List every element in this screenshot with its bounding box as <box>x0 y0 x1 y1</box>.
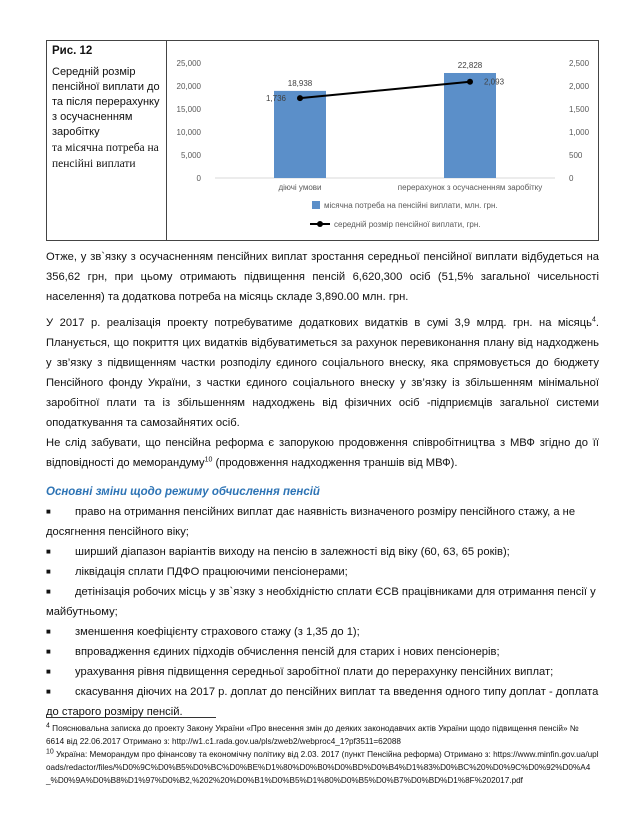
legend-bar-swatch <box>312 201 320 209</box>
change-item-text: право на отримання пенсійних виплат дає наявність визначеного розміру пенсійного стажу, а не досягнення пенсійного віку; <box>46 506 576 538</box>
bullet-icon: ■ <box>46 647 51 656</box>
change-item <box>46 682 599 722</box>
y-left-tick-label: 20,000 <box>176 82 201 91</box>
line-data-label: 2,093 <box>484 77 505 87</box>
bullet-icon: ■ <box>46 507 51 516</box>
y-right-tick-label: 0 <box>569 174 574 183</box>
change-item-text: ширший діапазон варіантів виходу на пенсію в залежності від віку (60, 63, 65 років); <box>75 546 510 558</box>
change-item-text: детінізація робочих місць у зв`язку з необхідністю сплати ЄСВ працівниками для отримання пенсії у майбутньому; <box>46 586 596 618</box>
change-item-text: урахування рівня підвищення середньої заробітної плати до перерахунку пенсійних виплат; <box>75 666 554 678</box>
y-left-tick-label: 10,000 <box>176 128 201 137</box>
bullet-icon: ■ <box>46 667 51 676</box>
figure-12 <box>46 40 599 241</box>
change-item <box>46 662 599 682</box>
footnote-ref-10[interactable]: 10 <box>204 456 213 464</box>
footnote-10-text: Україна: Меморандум про фінансову та економічну політику від 2.03. 2017 (пункт Пенсійна реформа) Отримано з: https://www.minfin.gov.ua/uploads/redactor/files/%D0%9C%D0%B5%D0%BC%D0%BE%D1%80%D0%B0%D0%BD%D0%B4%D1%83%D0%BC%20%D0%9C%D0%92%D0%A4_%D0%9A%D0%B8%D1%97%D0%B2,%202%20%D0%B1%D0%B5%D1%80%D0%B5%D0%B7%D0%BD%D1%8F%202017.pdf <box>46 750 599 785</box>
figure-caption-text: Середній розмір пенсійної виплати до та після перерахунку з осучасненням заробітку <box>52 66 160 138</box>
bar <box>274 91 326 178</box>
paragraph-2 <box>46 313 599 433</box>
bar-data-label: 18,938 <box>287 78 313 88</box>
change-item <box>46 542 599 562</box>
x-tick-label: діючі умови <box>278 183 322 192</box>
changes-list <box>46 502 599 722</box>
bar-data-label: 22,828 <box>457 60 483 70</box>
y-left-tick-label: 15,000 <box>176 105 201 114</box>
legend-line-label: середній розмір пенсійної виплати, грн. <box>334 220 481 229</box>
legend-bar-label: місячна потреба на пенсійні виплати, млн. грн. <box>324 201 498 210</box>
footnote-10-mark: 10 <box>46 748 54 756</box>
paragraph-2-rest: . Планується, що покриття цих видатків відбуватиметься за рахунок перевиконання плану від надходжень у зв’язку з підвищенням частки розподілу єдиного соціального внеску, яка спрямовується до бюджету Пенсійного фонду України, з частки єдиного соціального внеску у зв’язку із збільшенням мінімальної заробітної плати та із збільшенням надходжень від фізичних осіб -підприємців загальної системи оподаткування та самозайнятих осіб. <box>46 317 599 429</box>
footnotes <box>46 722 599 787</box>
change-item-text: скасування діючих на 2017 р. доплат до пенсійних виплат та введення одного типу доплат - доплата до старого розміру пенсій. <box>46 686 599 718</box>
paragraph-3-text: Не слід забувати, що пенсійна реформа є запорукою продовження співробітництва з МВФ згідно до її відповідності до меморандуму <box>46 437 599 469</box>
x-tick-label: перерахунок з осучасненням заробітку <box>397 183 543 192</box>
paragraph-2-text: У 2017 р. реалізація проекту потребуватиме додаткових видатків в сумі 3,9 млрд. грн. на місяць <box>46 317 592 329</box>
footnote-ref-4[interactable]: 4 <box>591 316 596 324</box>
footnote-4-mark: 4 <box>46 722 50 730</box>
change-item <box>46 642 599 662</box>
change-item <box>46 582 599 622</box>
footnote-divider <box>46 717 216 718</box>
change-item-text: впровадження єдиних підходів обчислення пенсій для старих і нових пенсіонерів; <box>75 646 500 658</box>
change-item <box>46 562 599 582</box>
figure-label: Рис. 12 <box>52 45 93 57</box>
chart-container <box>167 41 598 240</box>
line-point <box>467 79 473 85</box>
bullet-icon: ■ <box>46 627 51 636</box>
y-right-tick-label: 500 <box>569 151 583 160</box>
line-point <box>297 95 303 101</box>
footnote-10 <box>46 748 599 787</box>
y-right-tick-label: 1,000 <box>569 128 590 137</box>
change-item-text: ліквідація сплати ПДФО працюючими пенсіонерами; <box>75 566 348 578</box>
y-left-tick-label: 5,000 <box>180 151 201 160</box>
y-left-tick-label: 25,000 <box>176 59 201 68</box>
bullet-icon: ■ <box>46 547 51 556</box>
footnote-4-text: Пояснювальна записка до проекту Закону України «Про внесення змін до деяких законодавчих актів України щодо підвищення пенсій» № 6614 від 22.06.2017 Отримано з: http://w1.c1.rada.gov.ua/pls/zweb2/webproc4_1?pf3511=62088 <box>46 724 579 746</box>
y-right-tick-label: 1,500 <box>569 105 590 114</box>
pension-chart <box>167 41 598 240</box>
figure-caption <box>47 41 167 240</box>
paragraph-1: Отже, у зв`язку з осучасненням пенсійних виплат зростання середньої пенсійної виплати відбудеться на 356,62 грн, при цьому отримають підвищення пенсій 6,620,300 осіб (51,5% загальної чисельності населення) та додаткова потреба на місяць складе 3,890.00 млн. грн. <box>46 251 599 303</box>
section-heading: Основні зміни щодо режиму обчислення пенсій <box>46 486 320 498</box>
change-item-text: зменшення коефіцієнту страхового стажу (з 1,35 до 1); <box>75 626 360 638</box>
bullet-icon: ■ <box>46 687 51 696</box>
y-right-tick-label: 2,500 <box>569 59 590 68</box>
y-left-tick-label: 0 <box>196 174 201 183</box>
bullet-icon: ■ <box>46 567 51 576</box>
legend-line-marker <box>317 221 323 227</box>
line-data-label: 1,736 <box>265 94 286 104</box>
paragraph-3 <box>46 433 599 473</box>
bullet-icon: ■ <box>46 587 51 596</box>
footnote-4 <box>46 722 599 748</box>
bar <box>444 73 496 178</box>
figure-caption-text-2: та місячна потреба на пенсійні виплати <box>52 142 159 170</box>
paragraph-3-rest: (продовження надходження траншів від МВФ). <box>212 457 458 469</box>
y-right-tick-label: 2,000 <box>569 82 590 91</box>
change-item <box>46 502 599 542</box>
change-item <box>46 622 599 642</box>
